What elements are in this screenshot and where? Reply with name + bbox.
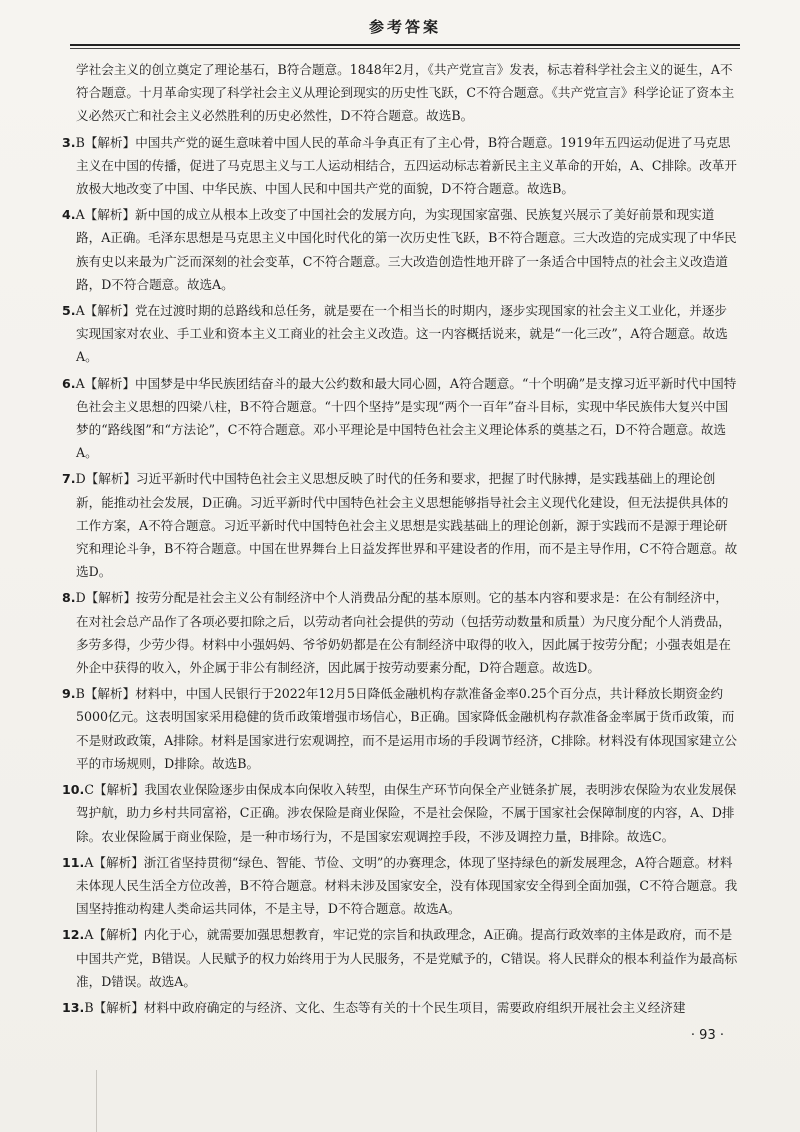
item-text: D【解析】习近平新时代中国特色社会主义思想反映了时代的任务和要求，把握了时代脉搏，是实践基础上的理论创新，能推动社会发展，D正确。习近平新时代中国特色社会主义思想能够指导社会主义现代化建设，但无法提供具体的工作方案，A不符合题意。习近平新时代中国特色社会主义思想是实践基础上的理论创新，源于实践而不是源于理论研究和理论斗争，B不符合题意。中国在世界舞台上日益发挥世界和平建设者的作用，而不是主导作用，C不符合题意。故选D。 <box>75 471 738 580</box>
item-number: 4. <box>62 207 76 223</box>
item-number: 7. <box>62 471 76 487</box>
continuation-paragraph: 学社会主义的创立奠定了理论基石，B符合题意。1848年2月，《共产党宣言》发表，标志着科学社会主义的诞生，A不符合题意。十月革命实现了科学社会主义从理论到现实的历史性飞跃，C不符合题意。《共产党宣言》科学论证了资本主义必然灭亡和社会主义必然胜利的历史必然性，D不符合题意。故选B。 <box>76 62 735 124</box>
item-number: 5. <box>62 303 76 319</box>
item-text: B【解析】材料中，中国人民银行于2022年12月5日降低金融机构存款准备金率0.25个百分点，共计释放长期资金约5000亿元。这表明国家采用稳健的货币政策增强市场信心，B正确。国家降低金融机构存款准备金率属于货币政策，而不是财政政策，A排除。材料是国家进行宏观调控，而不是运用市场的手段调节经济，C排除。材料没有体现国家建立公平的市场规则，D排除。故选B。 <box>75 686 738 771</box>
header-rule <box>70 44 740 46</box>
item-number: 13. <box>62 999 85 1015</box>
binding-line <box>96 1070 97 1132</box>
item-number: 10. <box>62 782 85 798</box>
answer-item-5 <box>62 299 738 369</box>
header-title: 参考答案 <box>368 18 441 36</box>
answer-item-10 <box>62 778 738 848</box>
answer-item-11 <box>62 851 738 921</box>
item-text: A【解析】党在过渡时期的总路线和总任务，就是要在一个相当长的时期内，逐步实现国家的社会主义工业化，并逐步实现国家对农业、手工业和资本主义工商业的社会主义改造。这一内容概括说来，就是“一化三改”，A符合题意。故选A。 <box>75 303 728 365</box>
page-header <box>70 14 740 44</box>
answer-content <box>62 58 738 1022</box>
answer-item-7 <box>62 467 738 583</box>
item-text: B【解析】中国共产党的诞生意味着中国人民的革命斗争真正有了主心骨，B符合题意。1919年五四运动促进了马克思主义在中国的传播，促进了马克思主义与工人运动相结合，五四运动标志着新民主主义革命的开始，A、C排除。改革开放极大地改变了中国、中华民族、中国人民和中国共产党的面貌，D不符合题意。故选B。 <box>75 134 738 197</box>
answer-item-4 <box>62 203 738 296</box>
item-text: D【解析】按劳分配是社会主义公有制经济中个人消费品分配的基本原则。它的基本内容和要求是：在公有制经济中，在对社会总产品作了各项必要扣除之后，以劳动者向社会提供的劳动（包括劳动数量和质量）为尺度分配个人消费品，多劳多得，少劳少得。材料中小强妈妈、爷爷奶奶都是在公有制经济中取得的收入，因此属于按劳分配；小强表姐是在外企中获得的收入，外企属于非公有制经济，因此属于按劳动要素分配，D符合题意。故选D。 <box>75 590 731 676</box>
item-number: 3. <box>62 134 76 150</box>
item-text: A【解析】中国梦是中华民族团结奋斗的最大公约数和最大同心圆，A符合题意。“十个明确”是支撑习近平新时代中国特色社会主义思想的四梁八柱，B不符合题意。“十四个坚持”是实现“两个一百年”奋斗目标，实现中华民族伟大复兴中国梦的“路线图”和“方法论”，C不符合题意。邓小平理论是中国特色社会主义理论体系的奠基之石，D不符合题意。故选A。 <box>75 375 737 461</box>
item-number: 11. <box>62 854 85 870</box>
item-text: A【解析】新中国的成立从根本上改变了中国社会的发展方向，为实现国家富强、民族复兴展示了美好前景和现实道路，A正确。毛泽东思想是马克思主义中国化时代化的第一次历史性飞跃，B不符合题意。三大改造的完成实现了中华民族有史以来最为广泛而深刻的社会变革，C不符合题意。三大改造创造性地开辟了一条适合中国特点的社会主义改造道路，D不符合题意。故选A。 <box>75 207 737 292</box>
item-text: C【解析】我国农业保险逐步由保成本向保收入转型，由保生产环节向保全产业链条扩展，表明涉农保险为农业发展保驾护航，助力乡村共同富裕，C正确。涉农保险是商业保险，不是社会保险，不属于国家社会保障制度的内容，A、D排除。农业保险属于商业保险，是一种市场行为，不是国家宏观调控手段，不涉及调控力量，B排除。故选C。 <box>76 782 737 844</box>
answer-item-9 <box>62 682 738 775</box>
item-text: A【解析】浙江省坚持贯彻“绿色、智能、节俭、文明”的办赛理念，体现了坚持绿色的新发展理念，A符合题意。材料未体现人民生活全方位改善，B不符合题意。材料未涉及国家安全，没有体现国家安全得到全面加强，C不符合题意。我国坚持推动构建人类命运共同体，不是主导，D不符合题意。故选A。 <box>76 854 738 917</box>
answer-item-3 <box>62 131 738 201</box>
answer-item-8 <box>62 586 738 679</box>
item-text: B【解析】材料中政府确定的与经济、文化、生态等有关的十个民生项目，需要政府组织开展社会主义经济建 <box>84 999 686 1015</box>
answer-item-12 <box>62 923 738 993</box>
header-rule-thin <box>70 48 740 49</box>
answer-item-13 <box>62 996 738 1019</box>
page-number: · 93 · <box>690 1028 724 1043</box>
item-text: A【解析】内化于心，就需要加强思想教育，牢记党的宗旨和执政理念，A正确。提高行政效率的主体是政府，而不是中国共产党，B错误。人民赋予的权力始终用于为人民服务，不是党赋予的，C错误。将人民群众的根本利益作为最高标准，D错误。故选A。 <box>76 927 738 989</box>
item-number: 8. <box>62 590 76 606</box>
item-number: 6. <box>62 375 76 391</box>
answer-item-6 <box>62 372 738 465</box>
item-number: 9. <box>62 686 76 702</box>
item-number: 12. <box>62 927 85 943</box>
